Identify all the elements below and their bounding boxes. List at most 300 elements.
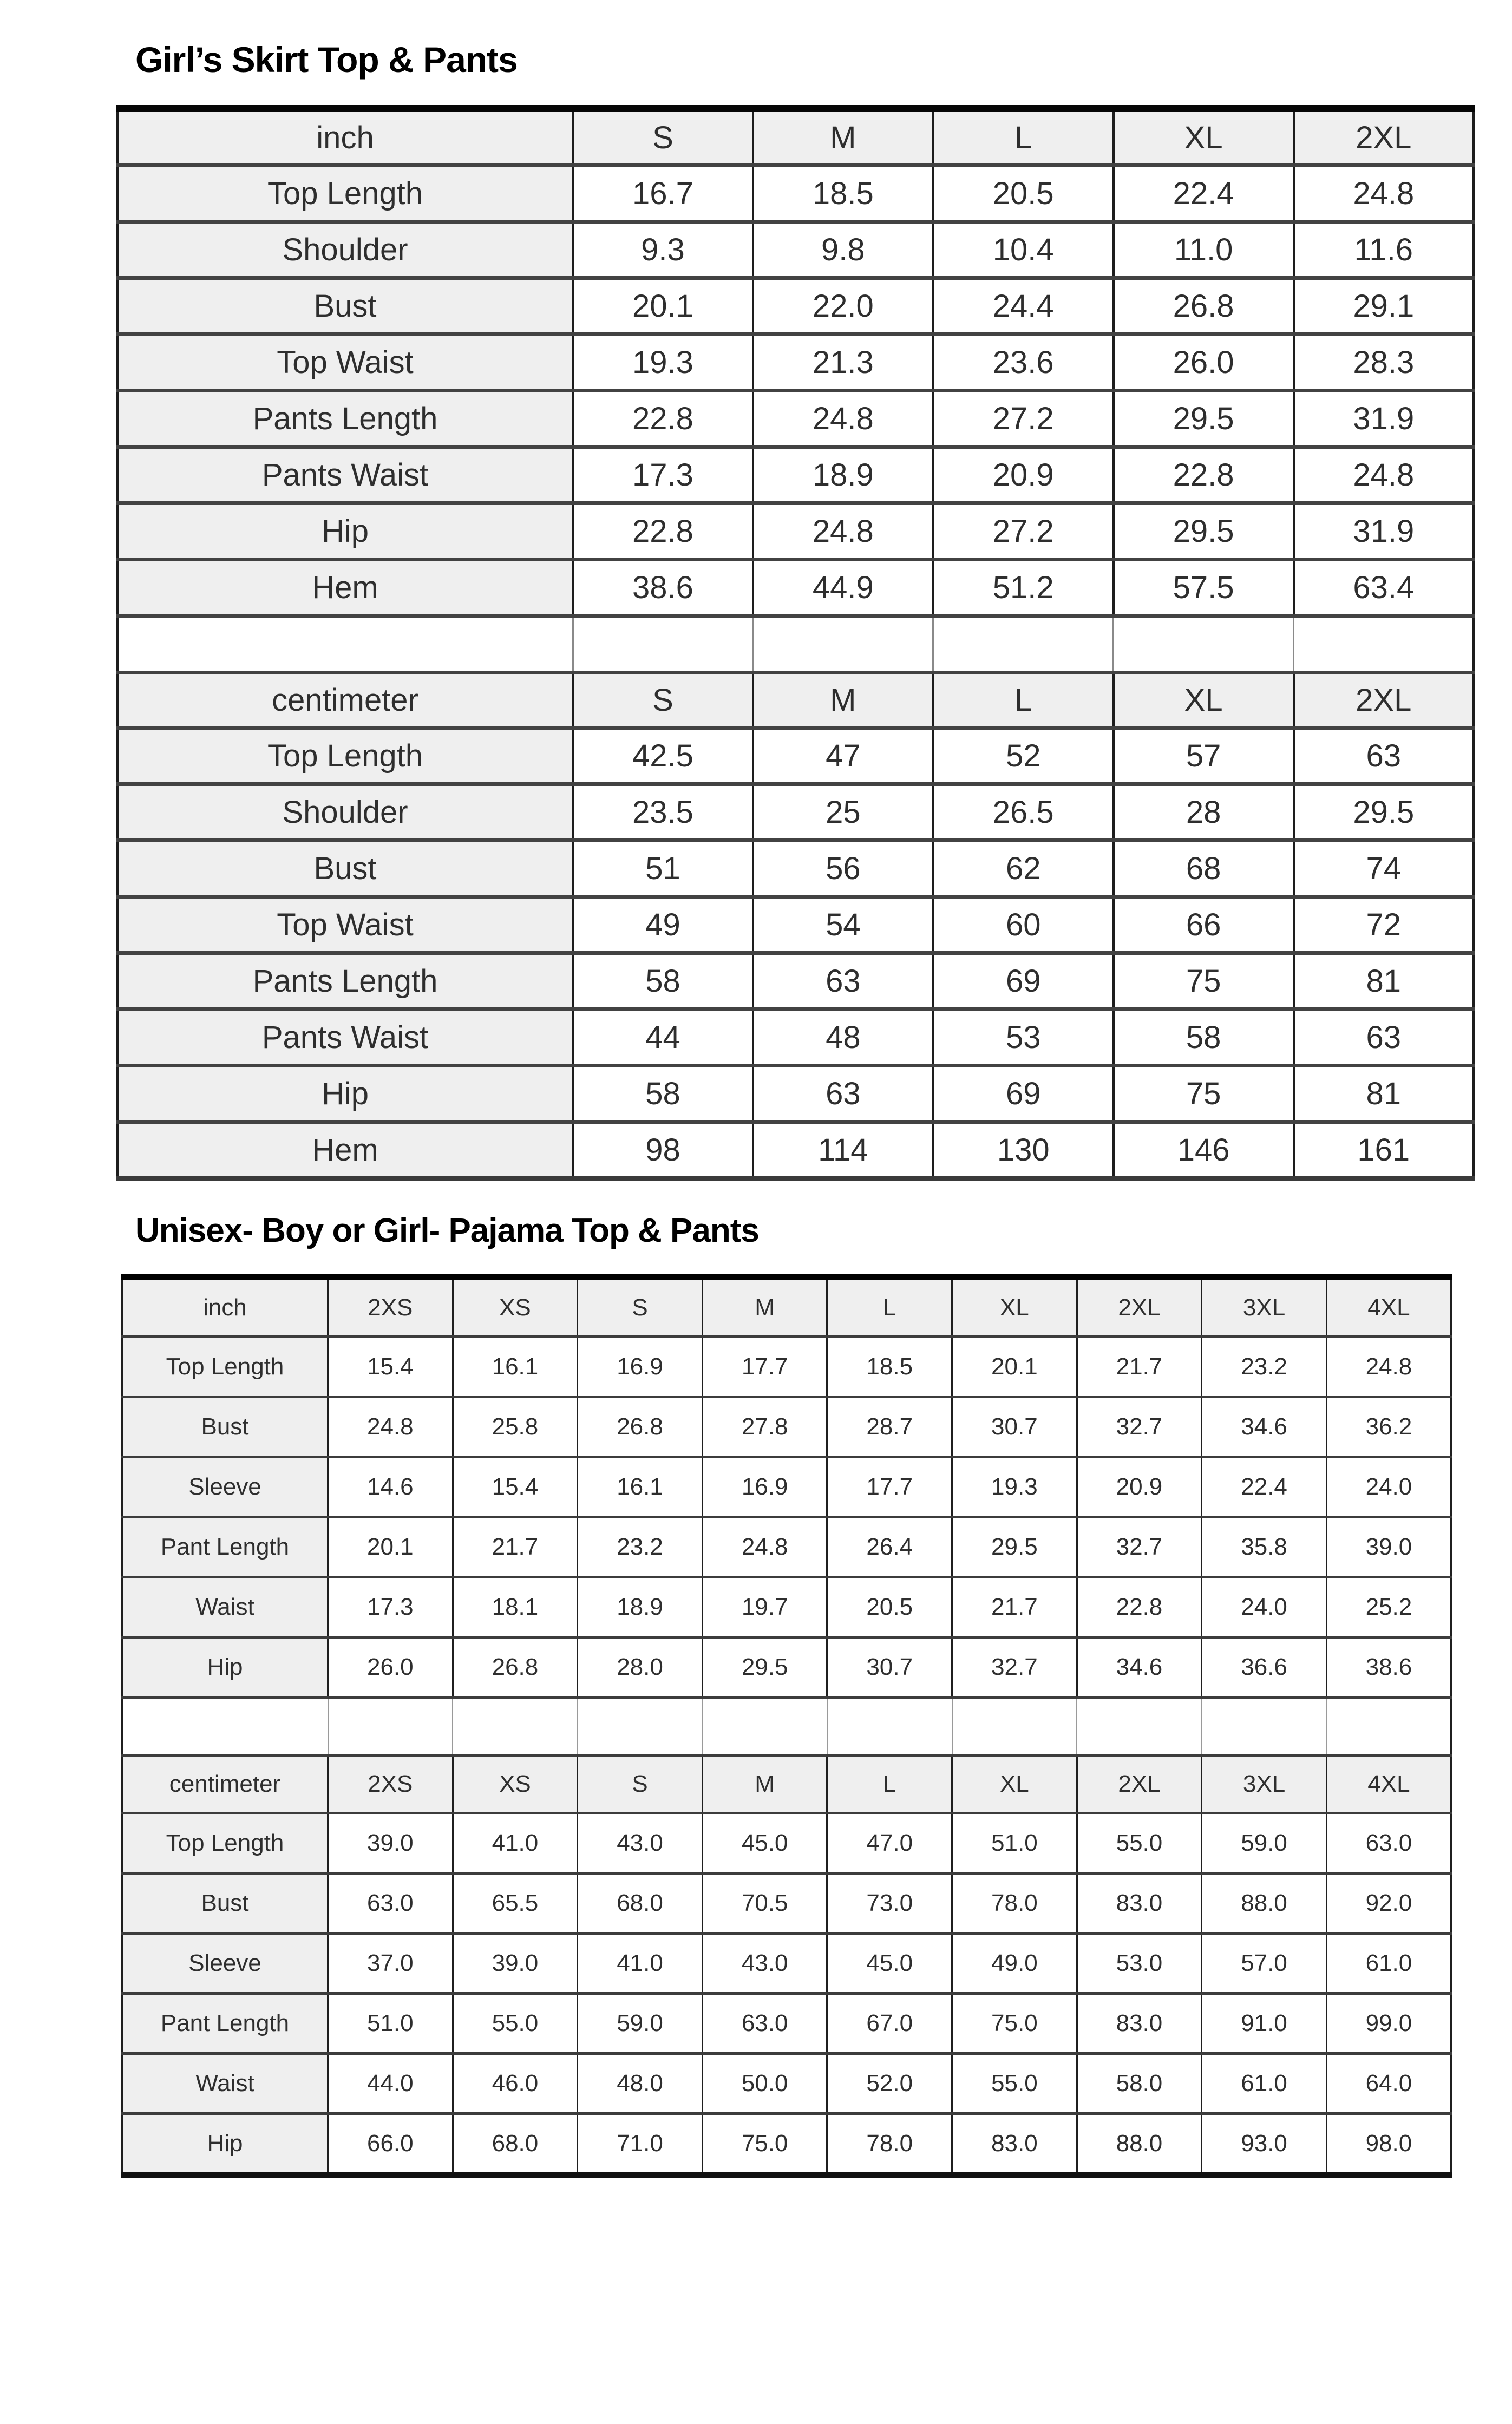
size-col-header: L	[933, 673, 1114, 728]
size-value-cell: 24.4	[933, 278, 1114, 335]
size-value-cell: 45.0	[827, 1934, 952, 1994]
size-value-cell: 38.6	[1326, 1637, 1451, 1698]
size-col-header: 2XS	[328, 1277, 453, 1337]
spacer-row	[122, 1698, 1451, 1755]
measurement-label: Hip	[117, 1066, 573, 1122]
size-value-cell: 58	[1114, 1010, 1294, 1066]
size-value-cell: 55.0	[1077, 1813, 1202, 1873]
size-value-cell: 24.0	[1202, 1577, 1327, 1637]
size-value-cell: 24.8	[1294, 166, 1474, 222]
size-value-cell: 75	[1114, 953, 1294, 1010]
size-value-cell: 24.8	[1294, 447, 1474, 503]
size-value-cell: 68	[1114, 841, 1294, 897]
size-value-cell: 32.7	[1077, 1517, 1202, 1577]
spacer-cell	[573, 616, 753, 673]
size-value-cell: 42.5	[573, 728, 753, 784]
size-col-header: XS	[453, 1755, 578, 1813]
measurement-label: Bust	[117, 278, 573, 335]
measurement-label: Shoulder	[117, 784, 573, 841]
size-value-cell: 18.1	[453, 1577, 578, 1637]
size-value-cell: 99.0	[1326, 1994, 1451, 2054]
size-value-cell: 23.2	[1202, 1337, 1327, 1397]
spacer-row	[117, 616, 1474, 673]
size-value-cell: 10.4	[933, 222, 1114, 278]
size-value-cell: 81	[1294, 1066, 1474, 1122]
size-value-cell: 23.6	[933, 335, 1114, 391]
size-value-cell: 20.9	[933, 447, 1114, 503]
size-value-cell: 63	[753, 1066, 933, 1122]
spacer-cell	[1077, 1698, 1202, 1755]
size-value-cell: 20.1	[328, 1517, 453, 1577]
size-value-cell: 26.5	[933, 784, 1114, 841]
size-value-cell: 16.9	[702, 1457, 827, 1517]
size-value-cell: 22.8	[1077, 1577, 1202, 1637]
size-value-cell: 26.4	[827, 1517, 952, 1577]
size-col-header: S	[578, 1277, 703, 1337]
measurement-label: Top Length	[117, 166, 573, 222]
size-col-header: M	[753, 109, 933, 166]
size-value-cell: 66	[1114, 897, 1294, 953]
measurement-label: Bust	[122, 1397, 328, 1457]
size-value-cell: 24.8	[753, 391, 933, 447]
size-value-cell: 26.0	[1114, 335, 1294, 391]
size-value-cell: 37.0	[328, 1934, 453, 1994]
size-value-cell: 98.0	[1326, 2114, 1451, 2176]
size-value-cell: 15.4	[328, 1337, 453, 1397]
size-value-cell: 48.0	[578, 2054, 703, 2114]
size-value-cell: 20.1	[952, 1337, 1077, 1397]
size-value-cell: 63.0	[702, 1994, 827, 2054]
measurement-label: Pant Length	[122, 1994, 328, 2054]
size-value-cell: 88.0	[1077, 2114, 1202, 2176]
size-value-cell: 39.0	[453, 1934, 578, 1994]
measurement-row	[117, 1010, 1474, 1066]
size-value-cell: 26.8	[578, 1397, 703, 1457]
size-value-cell: 63	[1294, 1010, 1474, 1066]
measurement-row	[117, 1122, 1474, 1179]
size-value-cell: 35.8	[1202, 1517, 1327, 1577]
size-value-cell: 83.0	[1077, 1994, 1202, 2054]
unit-header-cell: inch	[117, 109, 573, 166]
size-value-cell: 31.9	[1294, 503, 1474, 560]
measurement-row	[122, 1637, 1451, 1698]
size-value-cell: 53	[933, 1010, 1114, 1066]
size-value-cell: 14.6	[328, 1457, 453, 1517]
measurement-row	[122, 1994, 1451, 2054]
size-value-cell: 56	[753, 841, 933, 897]
measurement-row	[122, 1813, 1451, 1873]
measurement-label: Waist	[122, 1577, 328, 1637]
measurement-label: Shoulder	[117, 222, 573, 278]
size-value-cell: 52.0	[827, 2054, 952, 2114]
size-value-cell: 9.3	[573, 222, 753, 278]
size-header-row	[122, 1277, 1451, 1337]
size-value-cell: 78.0	[952, 1873, 1077, 1934]
size-value-cell: 15.4	[453, 1457, 578, 1517]
size-value-cell: 20.5	[827, 1577, 952, 1637]
measurement-row	[117, 953, 1474, 1010]
size-value-cell: 51	[573, 841, 753, 897]
size-value-cell: 44.9	[753, 560, 933, 616]
size-col-header: L	[933, 109, 1114, 166]
size-value-cell: 28.0	[578, 1637, 703, 1698]
size-value-cell: 26.8	[1114, 278, 1294, 335]
size-value-cell: 26.0	[328, 1637, 453, 1698]
size-value-cell: 57	[1114, 728, 1294, 784]
size-value-cell: 62	[933, 841, 1114, 897]
size-col-header: XL	[952, 1277, 1077, 1337]
size-value-cell: 21.7	[952, 1577, 1077, 1637]
size-header-row	[117, 109, 1474, 166]
size-value-cell: 16.1	[453, 1337, 578, 1397]
measurement-label: Hem	[117, 1122, 573, 1179]
size-value-cell: 27.2	[933, 503, 1114, 560]
size-value-cell: 98	[573, 1122, 753, 1179]
size-value-cell: 88.0	[1202, 1873, 1327, 1934]
size-value-cell: 24.8	[328, 1397, 453, 1457]
spacer-cell	[117, 616, 573, 673]
size-value-cell: 74	[1294, 841, 1474, 897]
measurement-row	[117, 278, 1474, 335]
size-value-cell: 26.8	[453, 1637, 578, 1698]
size-value-cell: 47.0	[827, 1813, 952, 1873]
measurement-label: Waist	[122, 2054, 328, 2114]
size-value-cell: 28	[1114, 784, 1294, 841]
size-value-cell: 69	[933, 953, 1114, 1010]
spacer-cell	[1294, 616, 1474, 673]
size-value-cell: 27.2	[933, 391, 1114, 447]
size-value-cell: 18.9	[578, 1577, 703, 1637]
size-header-row	[122, 1755, 1451, 1813]
size-value-cell: 30.7	[952, 1397, 1077, 1457]
measurement-row	[122, 1337, 1451, 1397]
size-value-cell: 63	[1294, 728, 1474, 784]
size-value-cell: 39.0	[328, 1813, 453, 1873]
size-value-cell: 22.0	[753, 278, 933, 335]
size-value-cell: 18.9	[753, 447, 933, 503]
size-value-cell: 51.0	[952, 1813, 1077, 1873]
size-value-cell: 21.7	[1077, 1337, 1202, 1397]
measurement-row	[117, 728, 1474, 784]
measurement-label: Top Length	[117, 728, 573, 784]
size-value-cell: 55.0	[952, 2054, 1077, 2114]
size-col-header: 2XL	[1077, 1755, 1202, 1813]
measurement-row	[122, 1397, 1451, 1457]
size-value-cell: 21.7	[453, 1517, 578, 1577]
measurement-label: Hem	[117, 560, 573, 616]
size-value-cell: 49.0	[952, 1934, 1077, 1994]
title-girls-skirt-top-pants: Girl’s Skirt Top & Pants	[135, 40, 518, 80]
size-value-cell: 63	[753, 953, 933, 1010]
unit-header-cell: centimeter	[117, 673, 573, 728]
size-value-cell: 16.1	[578, 1457, 703, 1517]
size-col-header: XS	[453, 1277, 578, 1337]
size-value-cell: 68.0	[578, 1873, 703, 1934]
size-value-cell: 83.0	[952, 2114, 1077, 2176]
size-col-header: 4XL	[1326, 1755, 1451, 1813]
size-col-header: XL	[1114, 673, 1294, 728]
size-col-header: M	[702, 1755, 827, 1813]
spacer-cell	[1114, 616, 1294, 673]
size-value-cell: 28.7	[827, 1397, 952, 1457]
size-value-cell: 19.3	[952, 1457, 1077, 1517]
measurement-row	[117, 166, 1474, 222]
size-value-cell: 29.5	[952, 1517, 1077, 1577]
measurement-row	[117, 391, 1474, 447]
size-value-cell: 22.8	[573, 391, 753, 447]
measurement-row	[122, 1577, 1451, 1637]
measurement-row	[117, 841, 1474, 897]
measurement-label: Top Length	[122, 1813, 328, 1873]
size-value-cell: 28.3	[1294, 335, 1474, 391]
size-value-cell: 63.0	[328, 1873, 453, 1934]
size-value-cell: 52	[933, 728, 1114, 784]
size-value-cell: 92.0	[1326, 1873, 1451, 1934]
size-value-cell: 49	[573, 897, 753, 953]
size-value-cell: 36.2	[1326, 1397, 1451, 1457]
spacer-cell	[753, 616, 933, 673]
size-value-cell: 58.0	[1077, 2054, 1202, 2114]
size-header-row	[117, 673, 1474, 728]
size-value-cell: 59.0	[578, 1994, 703, 2054]
size-value-cell: 71.0	[578, 2114, 703, 2176]
size-col-header: S	[578, 1755, 703, 1813]
size-value-cell: 39.0	[1326, 1517, 1451, 1577]
size-value-cell: 66.0	[328, 2114, 453, 2176]
size-value-cell: 25.2	[1326, 1577, 1451, 1637]
size-value-cell: 25.8	[453, 1397, 578, 1457]
size-value-cell: 57.5	[1114, 560, 1294, 616]
size-value-cell: 53.0	[1077, 1934, 1202, 1994]
girls-skirt-size-table	[116, 105, 1475, 1181]
size-value-cell: 81	[1294, 953, 1474, 1010]
spacer-cell	[453, 1698, 578, 1755]
size-value-cell: 41.0	[453, 1813, 578, 1873]
size-value-cell: 161	[1294, 1122, 1474, 1179]
measurement-label: Hip	[122, 1637, 328, 1698]
size-value-cell: 61.0	[1326, 1934, 1451, 1994]
measurement-row	[122, 1517, 1451, 1577]
size-col-header: M	[702, 1277, 827, 1337]
size-value-cell: 25	[753, 784, 933, 841]
measurement-row	[122, 2114, 1451, 2176]
size-value-cell: 31.9	[1294, 391, 1474, 447]
size-value-cell: 43.0	[702, 1934, 827, 1994]
size-value-cell: 29.5	[1294, 784, 1474, 841]
size-value-cell: 58	[573, 953, 753, 1010]
size-value-cell: 23.5	[573, 784, 753, 841]
size-value-cell: 47	[753, 728, 933, 784]
size-col-header: M	[753, 673, 933, 728]
size-value-cell: 19.7	[702, 1577, 827, 1637]
size-value-cell: 130	[933, 1122, 1114, 1179]
size-col-header: 4XL	[1326, 1277, 1451, 1337]
size-value-cell: 18.5	[827, 1337, 952, 1397]
size-value-cell: 24.8	[753, 503, 933, 560]
measurement-label: Top Length	[122, 1337, 328, 1397]
unit-header-cell: centimeter	[122, 1755, 328, 1813]
size-value-cell: 11.6	[1294, 222, 1474, 278]
size-value-cell: 24.0	[1326, 1457, 1451, 1517]
measurement-label: Top Waist	[117, 897, 573, 953]
measurement-label: Pants Waist	[117, 1010, 573, 1066]
size-value-cell: 44	[573, 1010, 753, 1066]
measurement-label: Hip	[117, 503, 573, 560]
size-value-cell: 51.0	[328, 1994, 453, 2054]
size-value-cell: 22.4	[1202, 1457, 1327, 1517]
size-value-cell: 72	[1294, 897, 1474, 953]
spacer-cell	[827, 1698, 952, 1755]
size-value-cell: 20.9	[1077, 1457, 1202, 1517]
measurement-row	[122, 1457, 1451, 1517]
size-value-cell: 17.7	[702, 1337, 827, 1397]
size-value-cell: 27.8	[702, 1397, 827, 1457]
size-value-cell: 75	[1114, 1066, 1294, 1122]
size-value-cell: 61.0	[1202, 2054, 1327, 2114]
size-value-cell: 38.6	[573, 560, 753, 616]
size-value-cell: 63.4	[1294, 560, 1474, 616]
measurement-row	[117, 1066, 1474, 1122]
size-col-header: 2XS	[328, 1755, 453, 1813]
size-value-cell: 48	[753, 1010, 933, 1066]
size-value-cell: 16.9	[578, 1337, 703, 1397]
size-value-cell: 63.0	[1326, 1813, 1451, 1873]
measurement-label: Sleeve	[122, 1457, 328, 1517]
size-col-header: XL	[952, 1755, 1077, 1813]
size-value-cell: 17.7	[827, 1457, 952, 1517]
measurement-label: Pant Length	[122, 1517, 328, 1577]
spacer-cell	[122, 1698, 328, 1755]
size-col-header: 2XL	[1077, 1277, 1202, 1337]
size-col-header: XL	[1114, 109, 1294, 166]
size-value-cell: 44.0	[328, 2054, 453, 2114]
measurement-label: Bust	[117, 841, 573, 897]
spacer-cell	[1202, 1698, 1327, 1755]
size-value-cell: 16.7	[573, 166, 753, 222]
size-value-cell: 91.0	[1202, 1994, 1327, 2054]
size-value-cell: 70.5	[702, 1873, 827, 1934]
measurement-row	[117, 503, 1474, 560]
size-value-cell: 32.7	[1077, 1397, 1202, 1457]
size-value-cell: 20.5	[933, 166, 1114, 222]
measurement-row	[117, 560, 1474, 616]
size-value-cell: 57.0	[1202, 1934, 1327, 1994]
spacer-cell	[1326, 1698, 1451, 1755]
spacer-cell	[952, 1698, 1077, 1755]
size-value-cell: 78.0	[827, 2114, 952, 2176]
unisex-pajama-size-table	[121, 1274, 1452, 2178]
size-value-cell: 58	[573, 1066, 753, 1122]
size-value-cell: 73.0	[827, 1873, 952, 1934]
size-value-cell: 45.0	[702, 1813, 827, 1873]
measurement-label: Sleeve	[122, 1934, 328, 1994]
size-value-cell: 68.0	[453, 2114, 578, 2176]
measurement-label: Top Waist	[117, 335, 573, 391]
spacer-cell	[578, 1698, 703, 1755]
size-value-cell: 20.1	[573, 278, 753, 335]
size-value-cell: 34.6	[1077, 1637, 1202, 1698]
measurement-row	[117, 447, 1474, 503]
title-unisex-pajama-top-pants: Unisex- Boy or Girl- Pajama Top & Pants	[135, 1212, 759, 1249]
size-value-cell: 114	[753, 1122, 933, 1179]
spacer-cell	[933, 616, 1114, 673]
size-value-cell: 30.7	[827, 1637, 952, 1698]
size-value-cell: 24.8	[702, 1517, 827, 1577]
size-value-cell: 59.0	[1202, 1813, 1327, 1873]
size-value-cell: 65.5	[453, 1873, 578, 1934]
size-value-cell: 29.5	[702, 1637, 827, 1698]
size-value-cell: 75.0	[952, 1994, 1077, 2054]
size-value-cell: 64.0	[1326, 2054, 1451, 2114]
size-value-cell: 36.6	[1202, 1637, 1327, 1698]
size-value-cell: 93.0	[1202, 2114, 1327, 2176]
size-value-cell: 18.5	[753, 166, 933, 222]
size-value-cell: 21.3	[753, 335, 933, 391]
measurement-row	[117, 222, 1474, 278]
measurement-row	[122, 1934, 1451, 1994]
measurement-label: Bust	[122, 1873, 328, 1934]
spacer-cell	[702, 1698, 827, 1755]
measurement-row	[117, 897, 1474, 953]
measurement-label: Pants Waist	[117, 447, 573, 503]
measurement-row	[122, 1873, 1451, 1934]
size-value-cell: 29.1	[1294, 278, 1474, 335]
measurement-label: Pants Length	[117, 953, 573, 1010]
measurement-label: Pants Length	[117, 391, 573, 447]
size-value-cell: 24.8	[1326, 1337, 1451, 1397]
size-col-header: 2XL	[1294, 109, 1474, 166]
size-value-cell: 83.0	[1077, 1873, 1202, 1934]
size-value-cell: 29.5	[1114, 503, 1294, 560]
size-value-cell: 75.0	[702, 2114, 827, 2176]
size-col-header: L	[827, 1755, 952, 1813]
size-value-cell: 22.8	[573, 503, 753, 560]
size-value-cell: 67.0	[827, 1994, 952, 2054]
size-col-header: L	[827, 1277, 952, 1337]
size-col-header: 3XL	[1202, 1277, 1327, 1337]
size-value-cell: 22.4	[1114, 166, 1294, 222]
size-value-cell: 50.0	[702, 2054, 827, 2114]
size-value-cell: 60	[933, 897, 1114, 953]
size-value-cell: 46.0	[453, 2054, 578, 2114]
size-col-header: S	[573, 673, 753, 728]
measurement-row	[117, 784, 1474, 841]
size-value-cell: 51.2	[933, 560, 1114, 616]
size-value-cell: 55.0	[453, 1994, 578, 2054]
unit-header-cell: inch	[122, 1277, 328, 1337]
size-value-cell: 32.7	[952, 1637, 1077, 1698]
size-value-cell: 54	[753, 897, 933, 953]
size-value-cell: 9.8	[753, 222, 933, 278]
size-value-cell: 17.3	[573, 447, 753, 503]
size-value-cell: 34.6	[1202, 1397, 1327, 1457]
size-col-header: S	[573, 109, 753, 166]
measurement-row	[117, 335, 1474, 391]
size-value-cell: 22.8	[1114, 447, 1294, 503]
size-value-cell: 17.3	[328, 1577, 453, 1637]
size-value-cell: 41.0	[578, 1934, 703, 1994]
measurement-label: Hip	[122, 2114, 328, 2176]
size-value-cell: 69	[933, 1066, 1114, 1122]
size-value-cell: 29.5	[1114, 391, 1294, 447]
size-col-header: 3XL	[1202, 1755, 1327, 1813]
size-value-cell: 11.0	[1114, 222, 1294, 278]
spacer-cell	[328, 1698, 453, 1755]
size-value-cell: 43.0	[578, 1813, 703, 1873]
size-value-cell: 19.3	[573, 335, 753, 391]
size-value-cell: 23.2	[578, 1517, 703, 1577]
size-value-cell: 146	[1114, 1122, 1294, 1179]
